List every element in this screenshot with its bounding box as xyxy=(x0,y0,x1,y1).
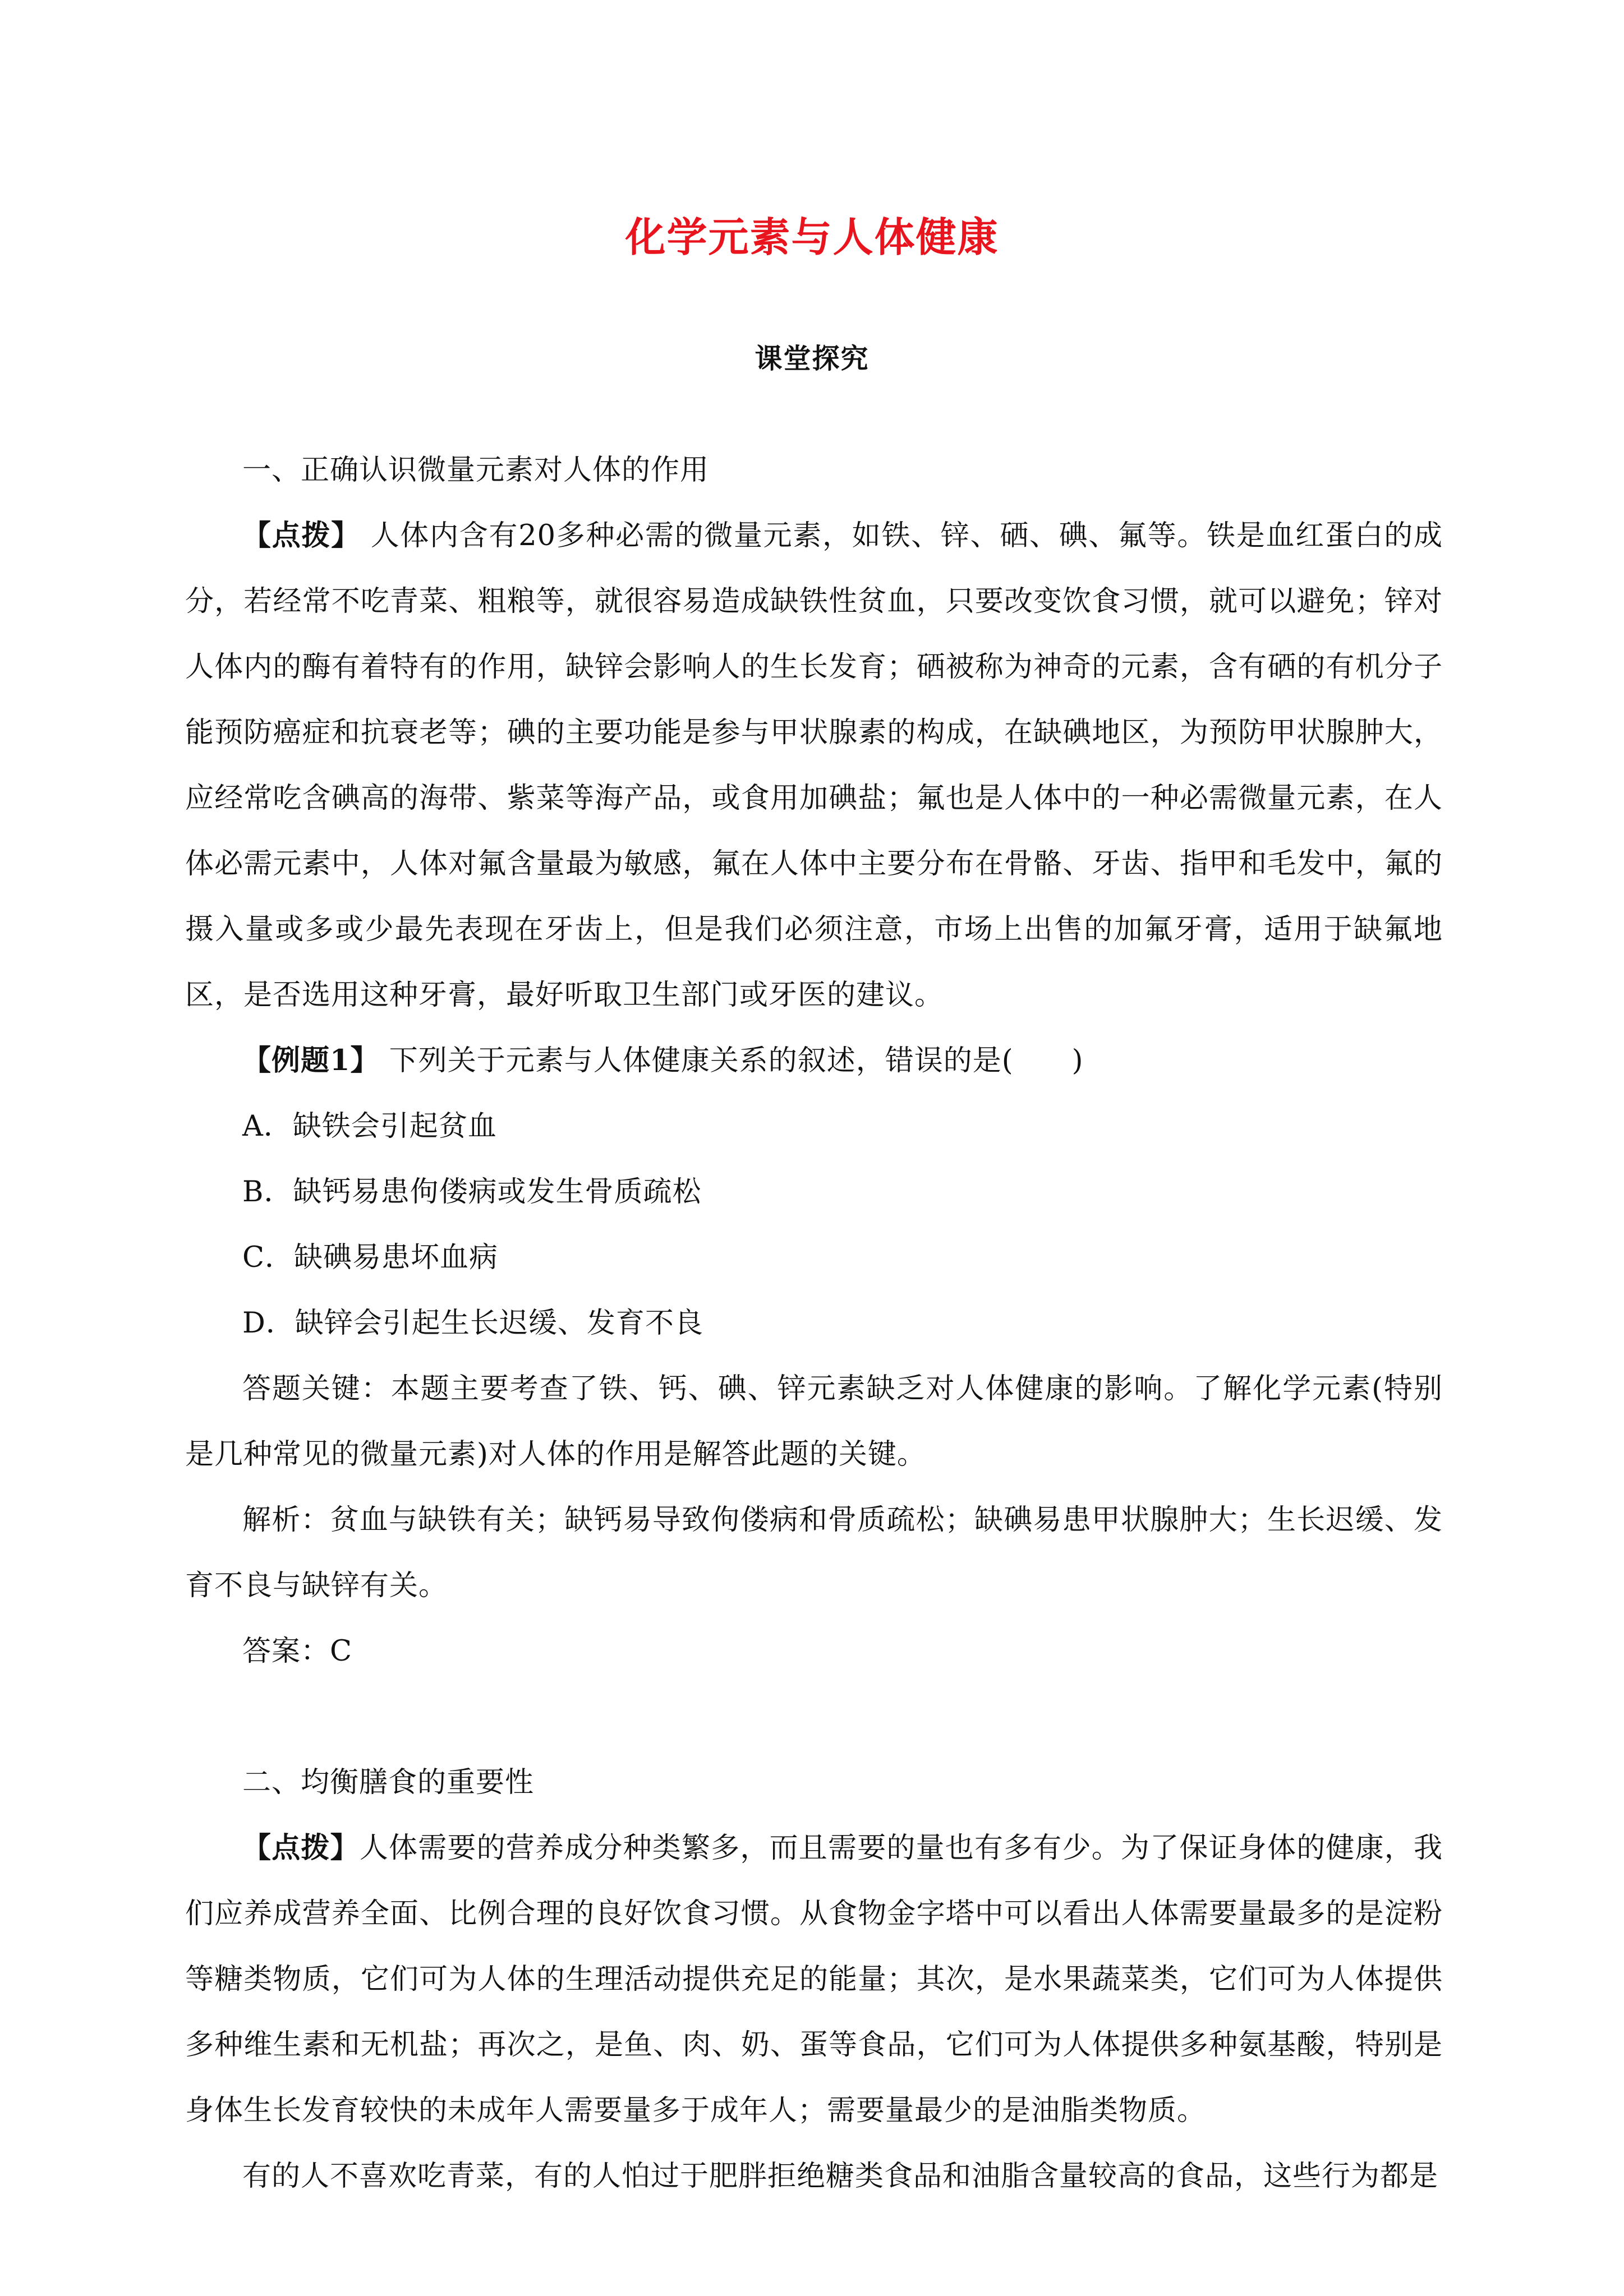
section2-paragraph: 有的人不喜欢吃青菜，有的人怕过于肥胖拒绝糖类食品和油脂含量较高的食品，这些行为都是 xyxy=(242,2160,1439,2193)
tip-text: 人体需要的营养成分种类繁多，而且需要的量也有多有少。为了保证身体的健康，我们应养成营养全面、比例合理的良好饮食习惯。从食物金字塔中可以看出人体需要量最多的是淀粉等糖类物质，它们可为人体的生理活动提供充足的能量；其次，是水果蔬菜类，它们可为人体提供多种维生素和无机盐；再次之，是鱼、肉、奶、蛋等食品，它们可为人体提供多种氨基酸，特别是身体生长发育较快的未成年人需要量多于成年人；需要量最少的是油脂类物质。 xyxy=(185,1832,1443,2127)
tip-text: 人体内含有20多种必需的微量元素，如铁、锌、硒、碘、氟等。铁是血红蛋白的成分，若经常不吃青菜、粗粮等，就很容易造成缺铁性贫血，只要改变饮食习惯，就可以避免；锌对人体内的酶有着特有的作用，缺锌会影响人的生长发育；硒被称为神奇的元素，含有硒的有机分子能预防癌症和抗衰老等；碘的主要功能是参与甲状腺素的构成，在缺碘地区，为预防甲状腺肿大，应经常吃含碘高的海带、紫菜等海产品，或食用加碘盐；氟也是人体中的一种必需微量元素，在人体必需元素中，人体对氟含量最为敏感，氟在人体中主要分布在骨骼、牙齿、指甲和毛发中，氟的摄入量或多或少最先表现在牙齿上，但是我们必须注意，市场上出售的加氟牙膏，适用于缺氟地区，是否选用这种牙膏，最好听取卫生部门或牙医的建议。 xyxy=(185,519,1443,1012)
document-subtitle: 课堂探究 xyxy=(755,342,869,375)
answer-paragraph: 答案：C xyxy=(242,1635,353,1668)
section2-heading: 二、均衡膳食的重要性 xyxy=(242,1766,535,1799)
section-spacer xyxy=(185,1684,1443,1750)
example-question xyxy=(185,1028,1443,1094)
document-title: 化学元素与人体健康 xyxy=(625,213,999,261)
tip-label: 【点拨】 xyxy=(242,1831,360,1865)
option-a: A．缺铁会引起贫血 xyxy=(242,1110,497,1143)
example-text: 下列关于元素与人体健康关系的叙述，错误的是( ) xyxy=(379,1044,1084,1077)
option-c: C．缺碘易患坏血病 xyxy=(242,1241,499,1274)
option-d: D．缺锌会引起生长迟缓、发育不良 xyxy=(242,1307,703,1340)
answer-key-paragraph: 答题关键：本题主要考查了铁、钙、碘、锌元素缺乏对人体健康的影响。了解化学元素(特别是几种常见的微量元素)对人体的作用是解答此题的关键。 xyxy=(185,1372,1443,1471)
tip-label: 【点拨】 xyxy=(242,519,361,552)
section1-heading: 一、正确认识微量元素对人体的作用 xyxy=(242,454,710,487)
document-body xyxy=(185,437,1443,2209)
example-label: 【例题1】 xyxy=(242,1044,380,1077)
option-b: B．缺钙易患佝偻病或发生骨质疏松 xyxy=(242,1175,702,1209)
section1-tip-paragraph xyxy=(185,503,1443,1028)
analysis-paragraph: 解析：贫血与缺铁有关；缺钙易导致佝偻病和骨质疏松；缺碘易患甲状腺肿大；生长迟缓、发育不良与缺锌有关。 xyxy=(185,1504,1443,1602)
section2-tip-paragraph xyxy=(185,1815,1443,2143)
